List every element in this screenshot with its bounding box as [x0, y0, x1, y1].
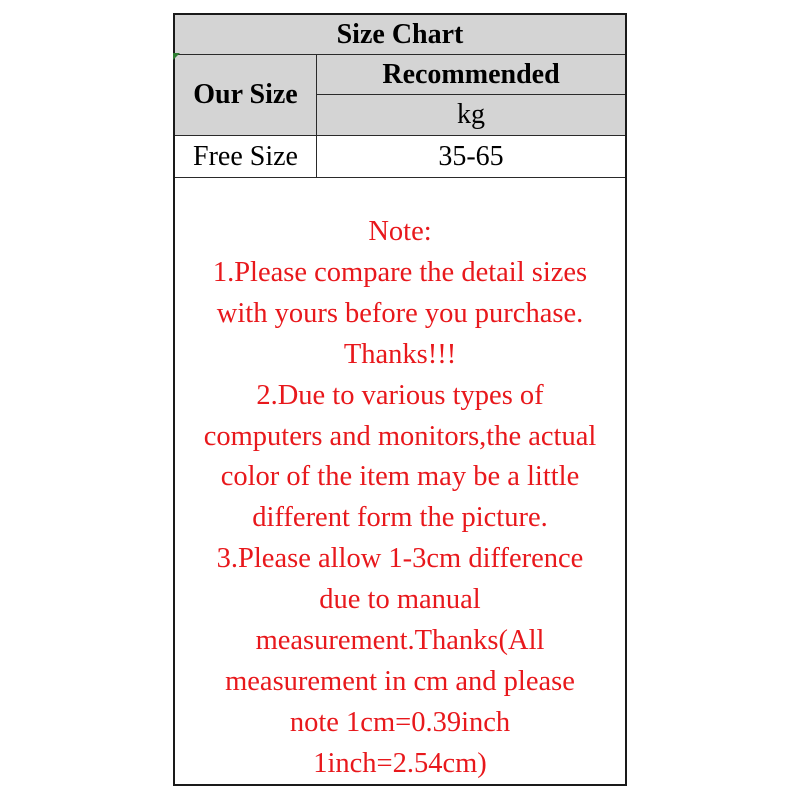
unit-header: kg: [317, 95, 626, 136]
note-line: 2.Due to various types of: [256, 379, 544, 411]
note-line: measurement in cm and please: [225, 665, 575, 697]
note-line: different form the picture.: [252, 502, 548, 534]
note-line: note 1cm=0.39inch: [289, 706, 511, 738]
note-line: computers and monitors,the actual: [203, 420, 597, 452]
note-line: with yours before you purchase.: [216, 297, 584, 329]
size-cell: Free Size: [175, 136, 317, 178]
note-line: measurement.Thanks(All: [255, 625, 545, 657]
note-line: 1.Please compare the detail sizes: [212, 256, 588, 288]
weight-cell: 35-65: [317, 136, 626, 178]
notes-block: [175, 212, 625, 785]
note-line: due to manual: [319, 584, 481, 616]
recommended-header: Recommended: [317, 55, 626, 95]
note-line: 1inch=2.54cm): [313, 747, 487, 779]
note-line: 3.Please allow 1-3cm difference: [216, 543, 584, 575]
cell-marker: [173, 53, 180, 60]
note-line: Thanks!!!: [343, 338, 457, 370]
our-size-header: Our Size: [175, 55, 317, 136]
table-row: [175, 136, 625, 178]
note-line: color of the item may be a little: [220, 461, 580, 493]
size-chart-frame: [173, 13, 627, 786]
table-title: Size Chart: [175, 15, 625, 55]
size-chart-table: [175, 15, 625, 178]
note-line: Note:: [368, 216, 432, 247]
